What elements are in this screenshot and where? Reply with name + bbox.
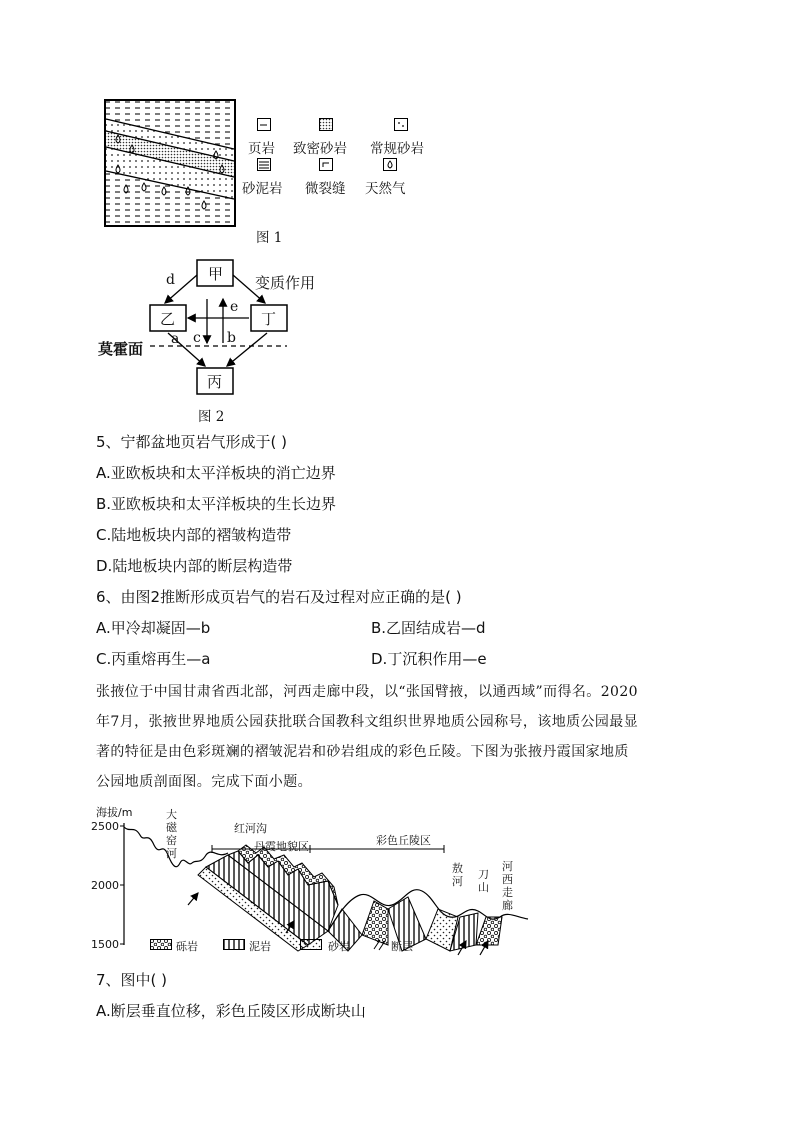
place-label-hexi-corridor: 河西走廊 (502, 860, 513, 912)
conventional-sandstone-symbol-icon (394, 118, 408, 131)
mudstone-symbol-icon (223, 939, 245, 950)
reading-passage (96, 677, 706, 797)
legend-label: 砂泥岩 (242, 181, 283, 197)
option-a[interactable]: A.甲冷却凝固—b (96, 619, 211, 637)
y-tick-label: 2500 (91, 820, 119, 833)
option-b[interactable]: B.亚欧板块和太平洋板块的生长边界 (96, 495, 337, 513)
figure2-caption: 图 2 (198, 409, 225, 425)
legend-label: 砂岩 (328, 940, 350, 953)
place-label-honghegou: 红河沟 (234, 822, 267, 835)
rock-box-yi: 乙 (160, 310, 176, 328)
arrow-label-b: b (227, 330, 236, 346)
legend-label: 微裂缝 (305, 181, 346, 197)
legend-label: 常规砂岩 (370, 141, 424, 157)
zone-label-colorful-hills: 彩色丘陵区 (376, 834, 431, 847)
arrow-label-a: a (171, 331, 180, 347)
option-b[interactable]: B.乙固结成岩—d (371, 619, 486, 637)
figure1-caption: 图 1 (256, 230, 283, 246)
rock-box-jia: 甲 (208, 265, 224, 283)
profile-y-axis-title: 海拔/m (96, 806, 133, 819)
rock-box-bing: 丙 (207, 373, 223, 391)
zone-label-danxia: 丹霞地貌区 (254, 840, 309, 853)
place-label-dacixiaohe: 大磁窑河 (166, 808, 177, 860)
question-stem: 5、宁都盆地页岩气形成于( ) (96, 433, 288, 451)
microfracture-symbol-icon (319, 158, 333, 171)
sandy-mudstone-symbol-icon (257, 158, 271, 171)
passage-line: 张掖位于中国甘肃省西北部，河西走廊中段，以“张国臂掖，以通西域”而得名。2020 (96, 684, 638, 700)
legend-label: 砾岩 (176, 940, 198, 953)
option-d[interactable]: D.丁沉积作用—e (371, 650, 487, 668)
moho-label: 莫霍面 (98, 340, 144, 358)
y-tick-label: 1500 (91, 938, 119, 951)
legend-label: 泥岩 (249, 940, 271, 953)
option-c[interactable]: C.丙重熔再生—a (96, 650, 211, 668)
fault-symbol-icon (372, 937, 388, 951)
passage-line: 年7月，张掖世界地质公园获批联合国教科文组织世界地质公园称号，该地质公园最显 (96, 714, 639, 730)
option-a[interactable]: A.亚欧板块和太平洋板块的消亡边界 (96, 464, 336, 482)
y-tick-label: 2000 (91, 879, 119, 892)
legend-label: 断层 (391, 940, 413, 953)
zhangye-geological-profile (88, 805, 533, 960)
metamorphism-label: 变质作用 (255, 274, 316, 292)
question-stem: 6、由图2推断形成页岩气的岩石及过程对应正确的是( ) (96, 588, 462, 606)
option-d[interactable]: D.陆地板块内部的断层构造带 (96, 557, 293, 575)
option-c[interactable]: C.陆地板块内部的褶皱构造带 (96, 526, 292, 544)
natural-gas-symbol-icon (383, 158, 397, 171)
arrow-label-c: c (193, 330, 201, 346)
rock-box-ding: 丁 (261, 310, 277, 328)
place-label-aohe: 敖河 (452, 862, 463, 888)
passage-line: 公园地质剖面图。完成下面小题。 (96, 774, 312, 790)
passage-line: 著的特征是由色彩斑斓的褶皱泥岩和砂岩组成的彩色丘陵。下图为张掖丹霞国家地质 (96, 744, 629, 760)
legend-label: 天然气 (365, 181, 406, 197)
shale-symbol-icon (257, 118, 271, 131)
arrow-label-d: d (166, 272, 175, 288)
place-label-daoshan: 刀山 (478, 868, 489, 894)
option-a[interactable]: A.断层垂直位移，彩色丘陵区形成断块山 (96, 1002, 366, 1020)
tight-sandstone-symbol-icon (319, 118, 333, 131)
arrow-label-e: e (230, 299, 239, 315)
legend-label: 致密砂岩 (293, 141, 347, 157)
sandstone-symbol-icon (300, 939, 322, 950)
conglomerate-symbol-icon (150, 939, 172, 950)
question-stem: 7、图中( ) (96, 971, 168, 989)
legend-label: 页岩 (248, 141, 275, 157)
figure1-strata-diagram (104, 99, 236, 227)
